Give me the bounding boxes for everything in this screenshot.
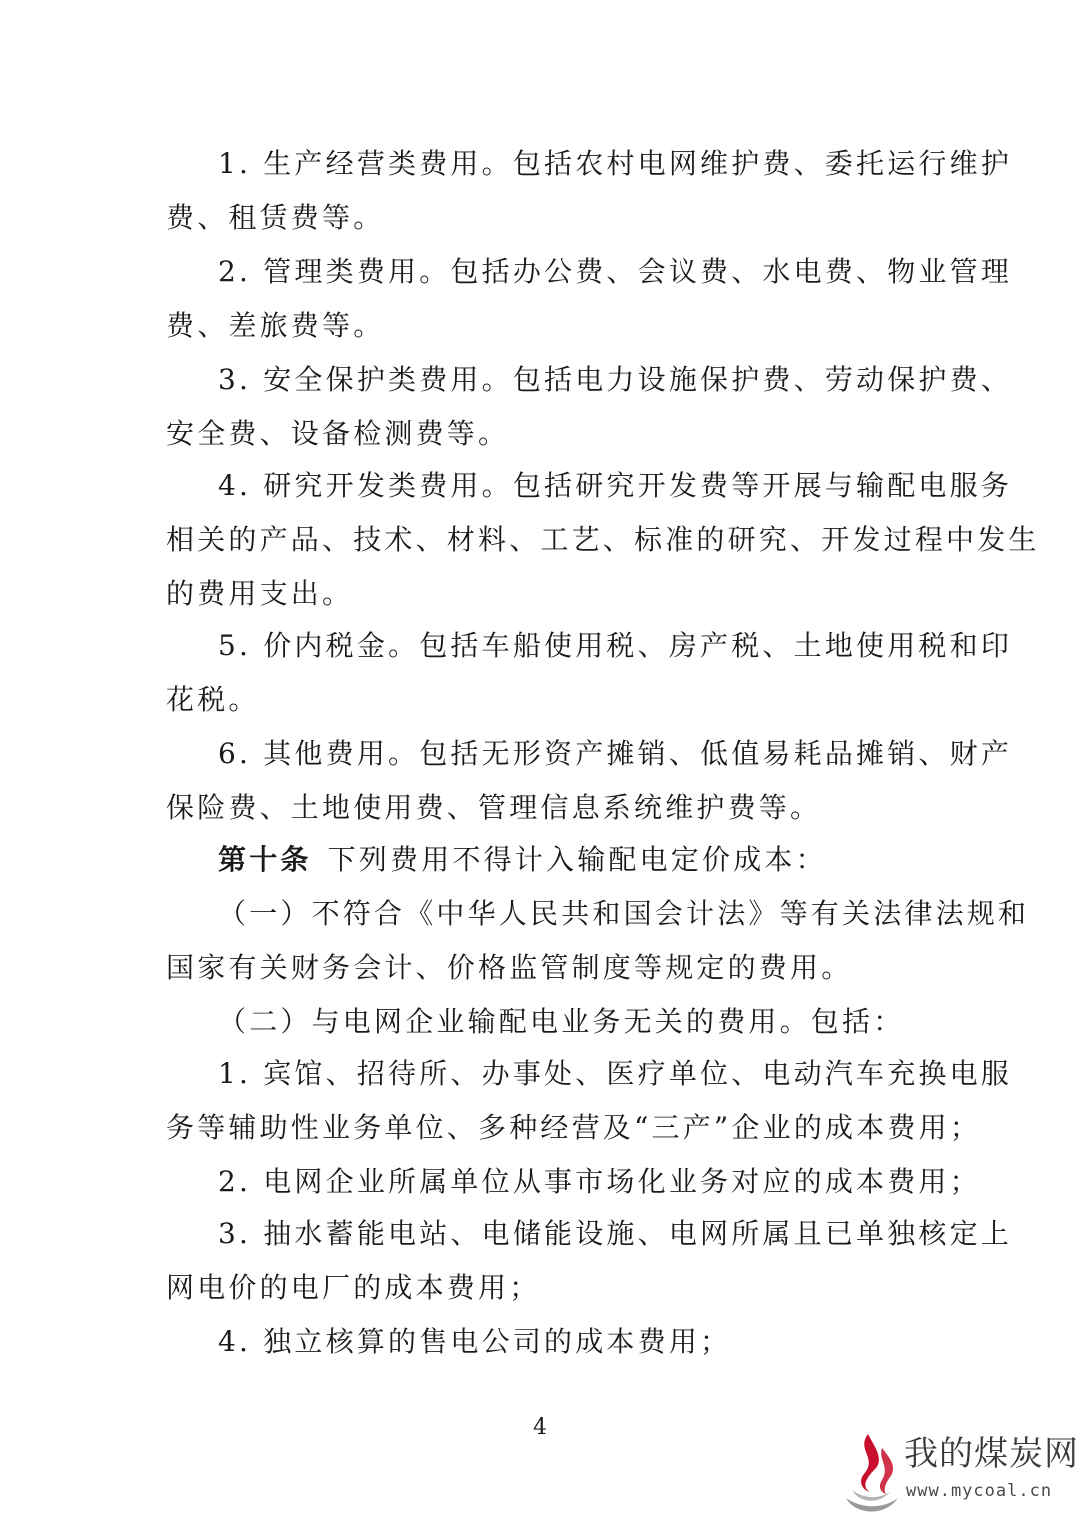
paragraph-3-line-2: 安全费、设备检测费等。 <box>166 417 510 450</box>
paragraph-2-line-2: 费、差旅费等。 <box>166 309 385 342</box>
watermark-title: 我的煤炭网 <box>904 1434 1079 1474</box>
paragraph-1-line-1: 1. 生产经营类费用。包括农村电网维护费、委托运行维护 <box>218 147 1013 180</box>
paragraph-5-line-2: 花税。 <box>166 683 260 716</box>
item-2-line-1: 2. 电网企业所属单位从事市场化业务对应的成本费用； <box>218 1165 981 1198</box>
paragraph-3-line-1: 3. 安全保护类费用。包括电力设施保护费、劳动保护费、 <box>218 363 1013 396</box>
article-label: 第十条 <box>218 843 312 876</box>
flame-logo-icon <box>838 1428 902 1518</box>
clause-1-line-1: （一）不符合《中华人民共和国会计法》等有关法律法规和 <box>218 897 1030 930</box>
item-3-line-2: 网电价的电厂的成本费用； <box>166 1271 541 1304</box>
paragraph-6-line-1: 6. 其他费用。包括无形资产摊销、低值易耗品摊销、财产 <box>218 737 1013 770</box>
item-3-line-1: 3. 抽水蓄能电站、电储能设施、电网所属且已单独核定上 <box>218 1217 1013 1250</box>
item-1-line-2: 务等辅助性业务单位、多种经营及“三产”企业的成本费用； <box>166 1111 982 1144</box>
paragraph-4-line-1: 4. 研究开发类费用。包括研究开发费等开展与输配电服务 <box>218 469 1013 502</box>
clause-1-line-2: 国家有关财务会计、价格监管制度等规定的费用。 <box>166 951 853 984</box>
paragraph-5-line-1: 5. 价内税金。包括车船使用税、房产税、土地使用税和印 <box>218 629 1013 662</box>
page-number: 4 <box>533 1415 547 1440</box>
paragraph-1-line-2: 费、租赁费等。 <box>166 201 385 234</box>
item-4-line-1: 4. 独立核算的售电公司的成本费用； <box>218 1325 732 1358</box>
paragraph-4-line-3: 的费用支出。 <box>166 577 354 610</box>
paragraph-6-line-2: 保险费、土地使用费、管理信息系统维护费等。 <box>166 791 822 824</box>
clause-2-line-1: （二）与电网企业输配电业务无关的费用。包括： <box>218 1005 905 1038</box>
watermark-url: www.mycoal.cn <box>906 1481 1053 1501</box>
article-10-text: 下列费用不得计入输配电定价成本： <box>327 843 827 876</box>
article-10-heading <box>218 842 827 878</box>
paragraph-4-line-2: 相关的产品、技术、材料、工艺、标准的研究、开发过程中发生 <box>166 523 1040 556</box>
item-1-line-1: 1. 宾馆、招待所、办事处、医疗单位、电动汽车充换电服 <box>218 1057 1013 1090</box>
watermark <box>838 1428 1079 1518</box>
paragraph-2-line-1: 2. 管理类费用。包括办公费、会议费、水电费、物业管理 <box>218 255 1013 288</box>
